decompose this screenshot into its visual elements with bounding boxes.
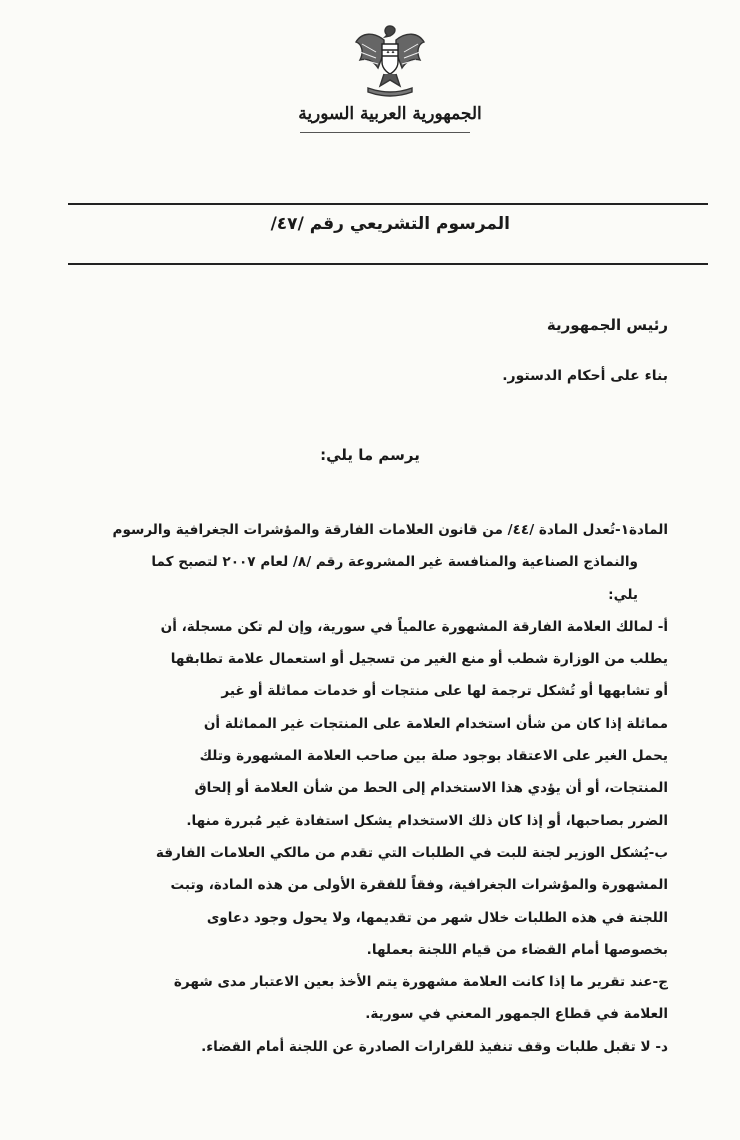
top-divider	[68, 203, 708, 205]
constitutional-basis: بناء على أحكام الدستور.	[502, 368, 668, 384]
article-intro-line: يلي:	[608, 586, 638, 603]
bottom-divider	[68, 263, 708, 265]
clause-b-line: ب-يُشكل الوزير لجنة للبت في الطلبات التي تقدم من مالكي العلامات الفارقة	[155, 844, 668, 861]
article-intro-line: المادة١-تُعدل المادة /٤٤/ من قانون العلامات الفارقة والمؤشرات الجغرافية والرسوم	[112, 522, 668, 538]
decree-title: المرسوم التشريعي رقم /٤٧/	[270, 214, 510, 234]
clause-a-line: يحمل الغير على الاعتقاد بوجود صلة بين صاحب العلامة المشهورة وتلك	[199, 748, 668, 765]
syrian-eagle-emblem-icon	[354, 22, 426, 100]
addressee-heading: رئيس الجمهورية	[546, 316, 668, 334]
clause-a-line: مماثلة إذا كان من شأن استخدام العلامة على المنتجات غير المماثلة أن	[203, 715, 668, 732]
article-intro-line: والنماذج الصناعية والمنافسة غير المشروعة رقم /٨/ لعام ٢٠٠٧ لتصبح كما	[151, 554, 638, 571]
clause-d-line: د- لا تقبل طلبات وقف تنفيذ للقرارات الصادرة عن اللجنة أمام القضاء.	[201, 1038, 668, 1055]
clause-b-line: اللجنة في هذه الطلبات خلال شهر من تقديمها، ولا يحول وجود دعاوى	[206, 909, 668, 926]
decrees-heading: يرسم ما يلي:	[320, 446, 420, 464]
country-name-underline	[300, 132, 470, 133]
clause-a-line: يطلب من الوزارة شطب أو منع الغير من تسجيل أو استعمال علامة تطابقها	[170, 651, 668, 668]
article-body	[28, 514, 668, 1063]
clause-c-line: ج-عند تقرير ما إذا كانت العلامة مشهورة يتم الأخذ بعين الاعتبار مدى شهرة	[173, 974, 668, 991]
clause-a-line: الضرر بصاحبها، أو إذا كان ذلك الاستخدام يشكل استفادة غير مُبررة منها.	[186, 812, 668, 829]
clause-c-line: العلامة في قطاع الجمهور المعني في سورية.	[365, 1006, 668, 1023]
clause-a-line: أ- لمالك العلامة الفارقة المشهورة عالمياً في سورية، وإن لم تكن مسجلة، أن	[160, 618, 668, 635]
clause-b-line: المشهورة والمؤشرات الجغرافية، وفقاً للفقرة الأولى من هذه المادة، وتبت	[170, 877, 668, 894]
clause-b-line: بخصوصها أمام القضاء من قيام اللجنة بعملها.	[366, 941, 668, 958]
clause-a-line: المنتجات، أو أن يؤدي هذا الاستخدام إلى الحط من شأن العلامة أو إلحاق	[194, 780, 668, 797]
country-name: الجمهورية العربية السورية	[298, 104, 482, 124]
clause-a-line: أو تشابهها أو تُشكل ترجمة لها على منتجات أو خدمات مماثلة أو غير	[221, 683, 668, 700]
